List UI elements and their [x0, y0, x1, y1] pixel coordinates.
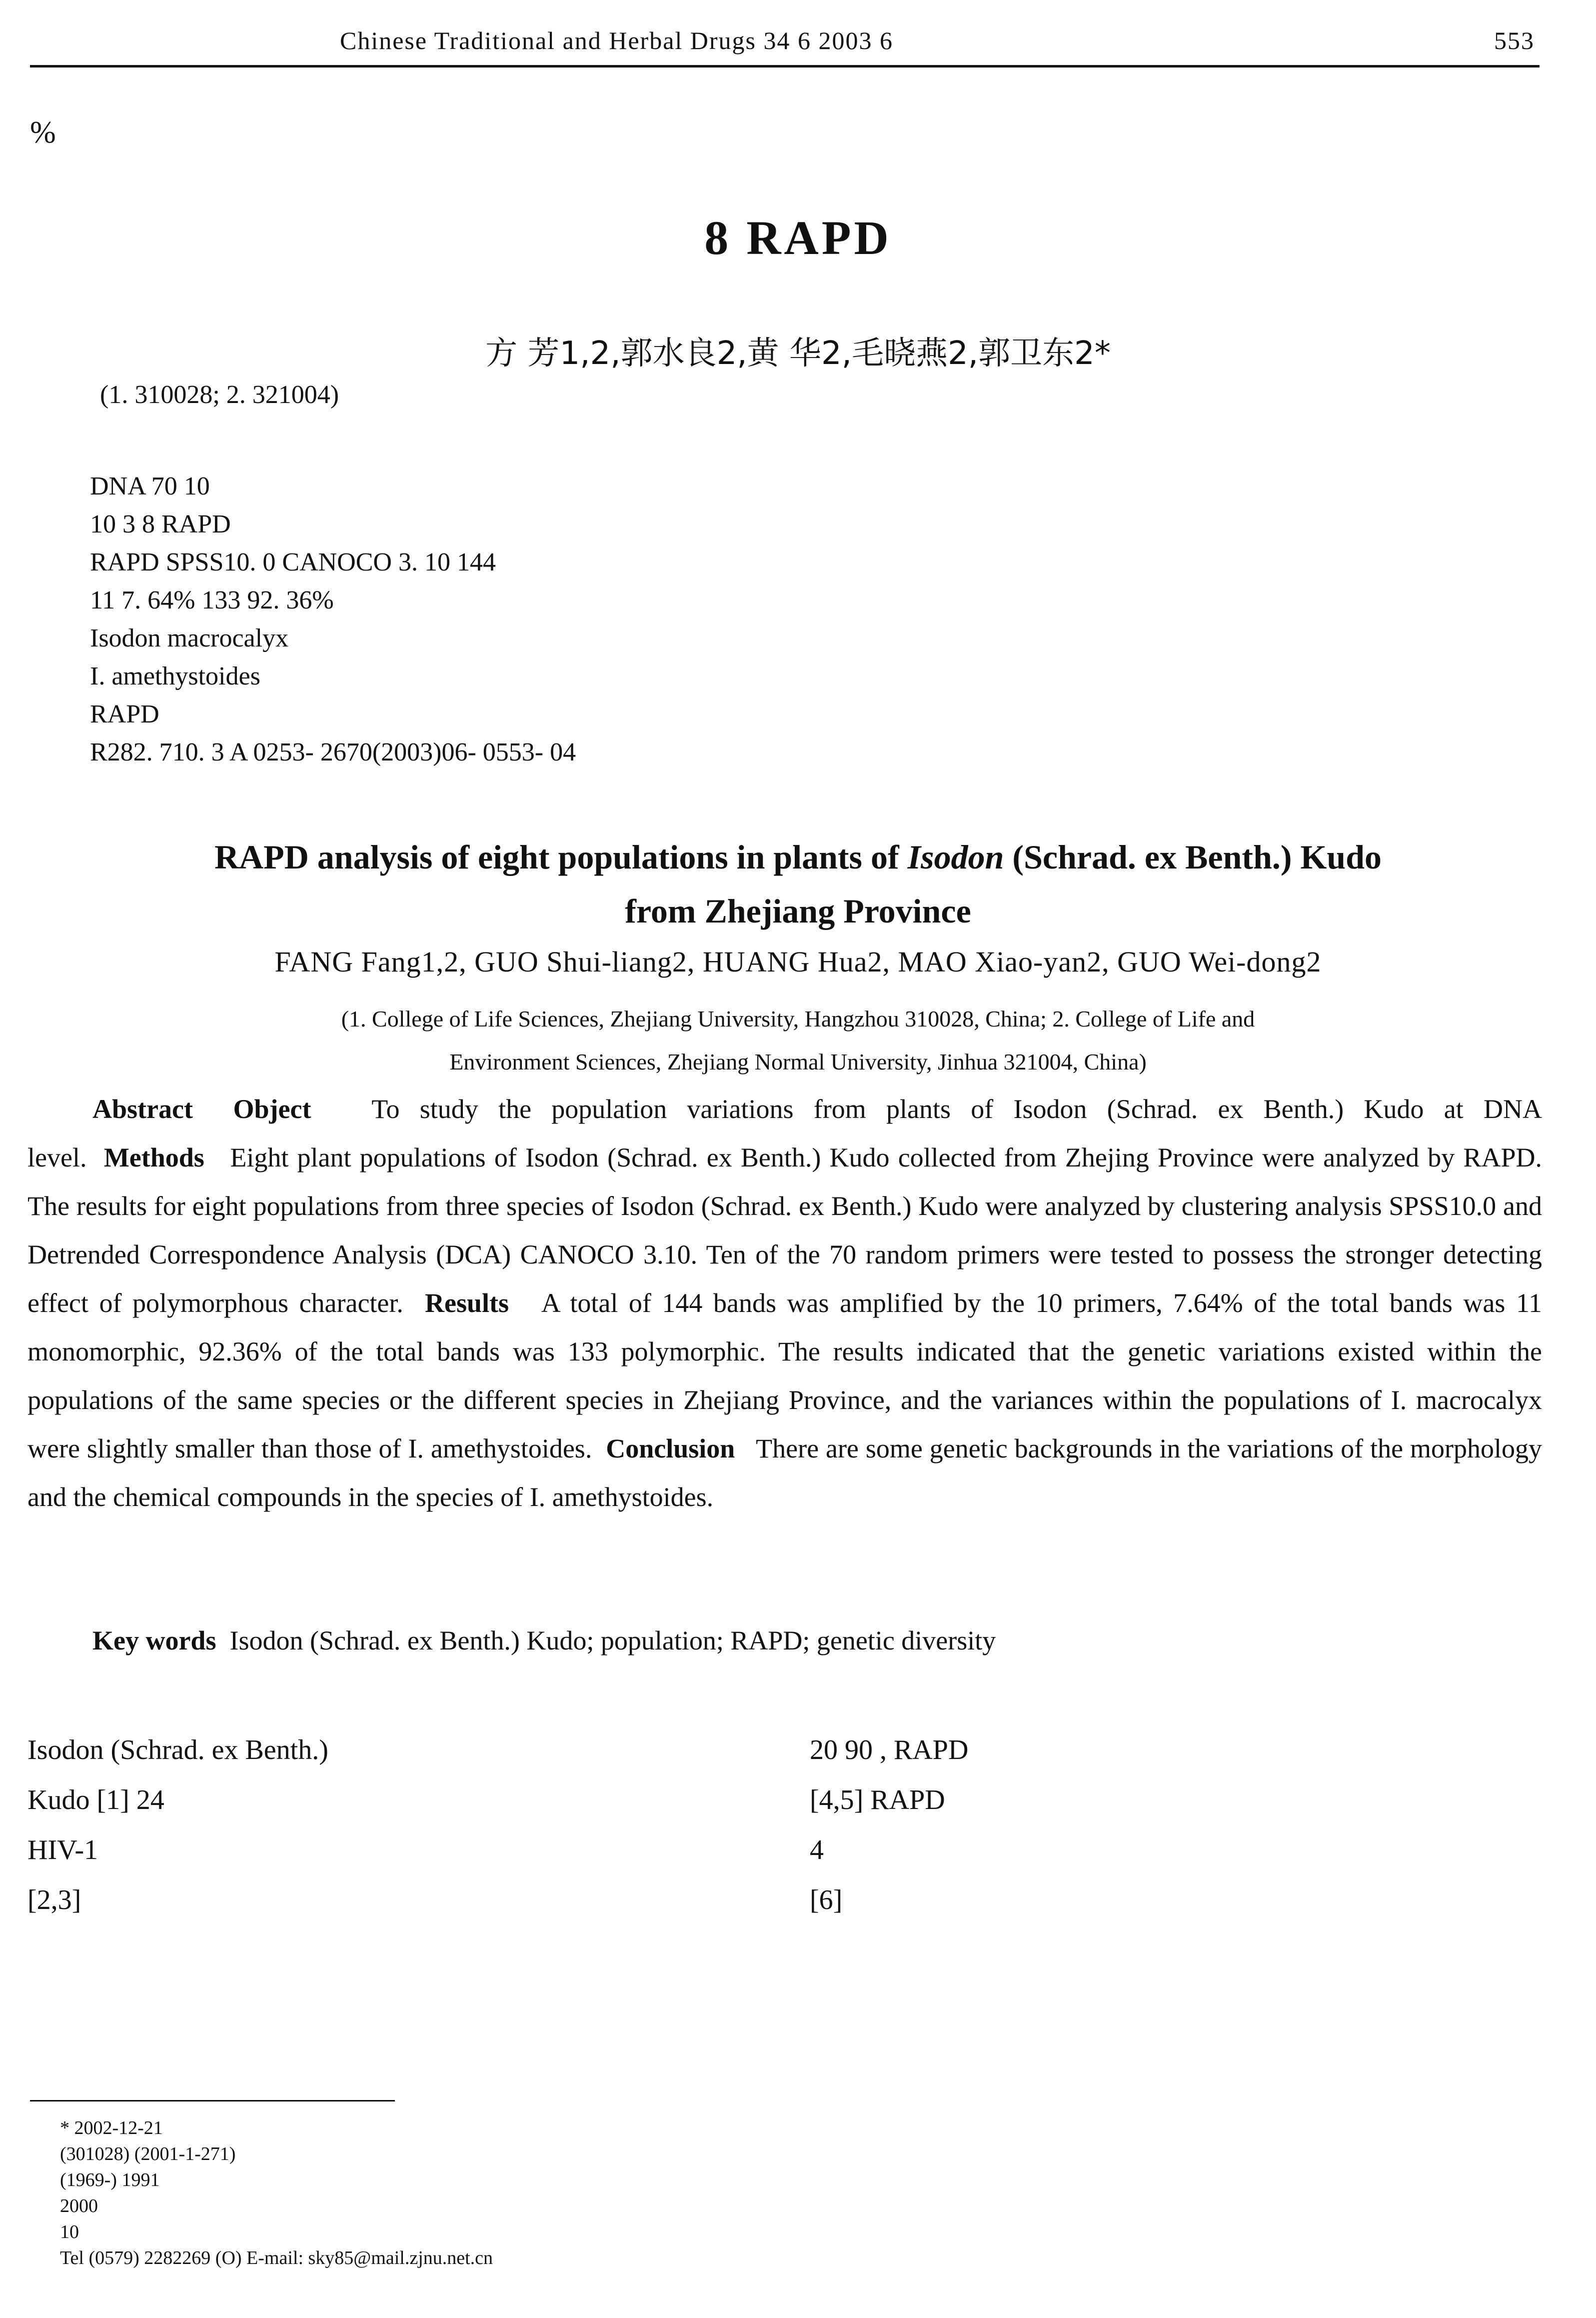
results-label: Results	[425, 1288, 509, 1318]
title-en-line1: RAPD analysis of eight populations in plants of Isodon (Schrad. ex Benth.) Kudo	[214, 838, 1382, 876]
footnote-line: * 2002-12-21	[60, 2118, 163, 2138]
body-column-left	[27, 1725, 757, 1925]
footnote-contact: Tel (0579) 2282269 (O) E-mail: sky85@mail.zjnu.net.cn	[60, 2248, 493, 2268]
abstract-label: Abstract	[92, 1094, 193, 1124]
object-text: To study the population variations from plants of Isodon (Schrad. ex Benth.) Kudo at DNA level.	[27, 1094, 1543, 1172]
abstract-cn-line: I. amethystoides	[90, 662, 260, 690]
title-en-line2: from Zhejiang Province	[625, 892, 971, 930]
body-column-right	[810, 1725, 1540, 1925]
affiliation-en-line1: (1. College of Life Sciences, Zhejiang University, Hangzhou 310028, China; 2. College of Life and	[341, 1006, 1255, 1032]
footnote-line: 2000	[60, 2196, 98, 2216]
body-line: [4,5] RAPD	[810, 1784, 945, 1816]
methods-text: Eight plant populations of Isodon (Schrad. ex Benth.) Kudo collected from Zhejing Province were analyzed by RAPD. The results for eight populations from three species of Isodon (Schrad. ex Benth.) Kudo were analyzed by clustering analysis SPSS10.0 and Detrended Correspondence Analysis (DCA) CANOCO 3.10. Ten of the 70 random primers were tested to possess the stronger detecting effect of polymorphous character.	[27, 1142, 1543, 1318]
body-line: Kudo [1] 24	[27, 1784, 164, 1816]
authors-english: FANG Fang1,2, GUO Shui-liang2, HUANG Hua2, MAO Xiao-yan2, GUO Wei-dong2	[274, 946, 1322, 978]
body-line: [2,3]	[27, 1884, 81, 1916]
abstract-cn-line: RAPD	[90, 700, 159, 728]
title-english	[0, 830, 1596, 938]
abstract-cn-line: 11 7. 64% 133 92. 36%	[90, 586, 334, 614]
page-number: 553	[1494, 26, 1535, 54]
abstract-chinese	[90, 468, 1505, 772]
object-label: Object	[233, 1094, 311, 1124]
affiliation-chinese: (1. 310028; 2. 321004)	[100, 380, 339, 409]
affiliation-en-line2: Environment Sciences, Zhejiang Normal University, Jinhua 321004, China)	[449, 1049, 1147, 1074]
authors-chinese-text: 方 芳1,2,郭水良2,黄 华2,毛晓燕2,郭卫东2*	[485, 335, 1111, 372]
header-rule	[30, 65, 1540, 68]
footnote-line: (1969-) 1991	[60, 2170, 160, 2190]
abstract-english	[27, 1085, 1542, 1522]
conclusion-text: There are some genetic backgrounds in the variations of the morphology and the chemical compounds in the species of I. amethystoides.	[27, 1434, 1543, 1512]
footnote-line: 10	[60, 2222, 79, 2242]
title-chinese: 8 RAPD	[704, 211, 892, 264]
running-header	[30, 26, 1540, 61]
body-line: Isodon (Schrad. ex Benth.)	[27, 1734, 328, 1766]
keywords	[92, 1625, 1542, 1656]
body-line: HIV-1	[27, 1834, 98, 1866]
footnote-line: (301028) (2001-1-271)	[60, 2144, 236, 2164]
abstract-cn-line: Isodon macrocalyx	[90, 624, 289, 652]
methods-label: Methods	[103, 1142, 204, 1172]
abstract-cn-line: RAPD SPSS10. 0 CANOCO 3. 10 144	[90, 548, 496, 576]
abstract-cn-line: DNA 70 10	[90, 472, 210, 500]
footnotes	[60, 2115, 1510, 2271]
section-label: %	[30, 116, 56, 150]
keywords-label: Key words	[92, 1626, 216, 1656]
body-line: 4	[810, 1834, 824, 1866]
abstract-cn-line: 10 3 8 RAPD	[90, 510, 231, 538]
body-line: 20 90 , RAPD	[810, 1734, 969, 1766]
authors-chinese	[0, 328, 1596, 374]
body-line: [6]	[810, 1884, 843, 1916]
journal-header: Chinese Traditional and Herbal Drugs 34 6 2003 6	[340, 26, 894, 54]
affiliation-english	[0, 998, 1596, 1084]
keywords-text: Isodon (Schrad. ex Benth.) Kudo; population; RAPD; genetic diversity	[229, 1626, 996, 1656]
results-text: A total of 144 bands was amplified by the 10 primers, 7.64% of the total bands was 11 monomorphic, 92.36% of the total bands was 133 polymorphic. The results indicated that the genetic variations existed within the populations of the same species or the different species in Zhejiang Province, and the variances within the populations of I. macrocalyx were slightly smaller than those of I. amethystoides.	[27, 1288, 1543, 1464]
footnote-rule	[30, 2100, 395, 2102]
genus-italic: Isodon	[907, 838, 1004, 876]
abstract-cn-line: R282. 710. 3 A 0253- 2670(2003)06- 0553- 04	[90, 738, 576, 766]
conclusion-label: Conclusion	[606, 1434, 735, 1464]
